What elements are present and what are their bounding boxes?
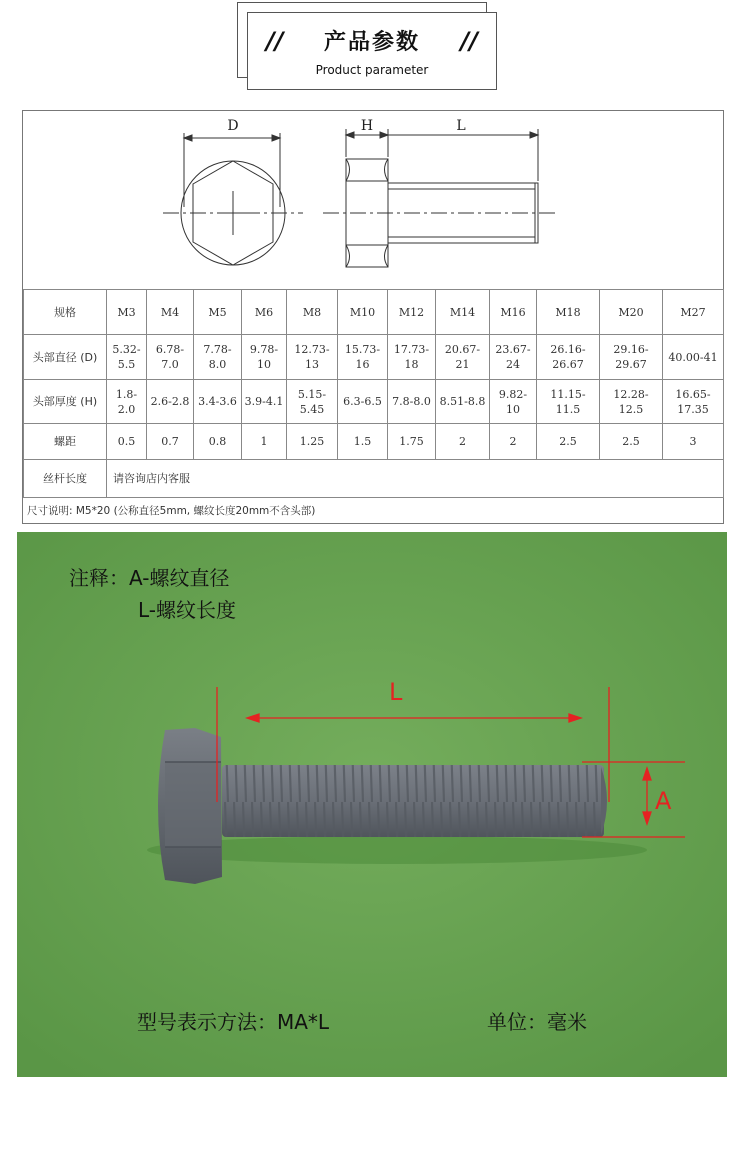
table-row-pitch <box>24 424 724 460</box>
table-cell: 20.67-21 <box>436 335 490 380</box>
table-cell: M16 <box>490 290 537 335</box>
row-label: 规格 <box>24 290 107 335</box>
title-frame <box>247 12 497 90</box>
table-cell: 17.73-18 <box>388 335 436 380</box>
table-cell: 2.6-2.8 <box>147 380 194 424</box>
table-cell: 9.82-10 <box>490 380 537 424</box>
table-cell: 9.78-10 <box>242 335 287 380</box>
table-cell: M14 <box>436 290 490 335</box>
table-cell: 23.67-24 <box>490 335 537 380</box>
table-cell: 1.25 <box>287 424 338 460</box>
table-cell: 3 <box>663 424 724 460</box>
title-slash-right: // <box>460 27 478 55</box>
row-label: 头部直径 (D) <box>24 335 107 380</box>
table-cell: 29.16-29.67 <box>600 335 663 380</box>
row-label: 螺距 <box>24 424 107 460</box>
table-cell: M4 <box>147 290 194 335</box>
table-cell: 40.00-41 <box>663 335 724 380</box>
photo-note-line1: 注释：A-螺纹直径 <box>69 566 230 590</box>
dimension-label-d: D <box>227 118 239 134</box>
page-title: 产品参数 <box>323 30 420 55</box>
table-cell: 7.78-8.0 <box>194 335 242 380</box>
row-label: 丝杆长度 <box>24 460 107 498</box>
photo-label-l: L <box>389 678 403 706</box>
page-subtitle: Product parameter <box>315 63 429 77</box>
table-row-head-diameter <box>24 335 724 380</box>
table-cell: 11.15-11.5 <box>537 380 600 424</box>
table-cell: 8.51-8.8 <box>436 380 490 424</box>
table-cell: 2.5 <box>600 424 663 460</box>
bolt-drawing <box>23 111 723 289</box>
table-cell: 12.73-13 <box>287 335 338 380</box>
bolt-head <box>158 728 222 884</box>
photo-label-a: A <box>655 787 672 815</box>
product-photo <box>17 532 727 1077</box>
model-notation: 型号表示方法：MA*L <box>137 1010 330 1034</box>
table-cell: 5.15-5.45 <box>287 380 338 424</box>
unit-note: 单位：毫米 <box>487 1010 587 1034</box>
table-cell: 0.5 <box>107 424 147 460</box>
table-cell: 0.7 <box>147 424 194 460</box>
table-cell: 6.78-7.0 <box>147 335 194 380</box>
table-cell: 1.5 <box>338 424 388 460</box>
spec-table <box>23 289 724 498</box>
table-cell: 1.75 <box>388 424 436 460</box>
table-cell: M6 <box>242 290 287 335</box>
table-cell: 7.8-8.0 <box>388 380 436 424</box>
table-cell: 2.5 <box>537 424 600 460</box>
length-note: 请咨询店内客服 <box>107 460 724 498</box>
table-cell: M27 <box>663 290 724 335</box>
spec-sheet <box>22 110 724 524</box>
table-cell: M5 <box>194 290 242 335</box>
table-cell: 1.8-2.0 <box>107 380 147 424</box>
row-label: 头部厚度 (H) <box>24 380 107 424</box>
table-cell: 3.9-4.1 <box>242 380 287 424</box>
table-cell: M18 <box>537 290 600 335</box>
table-cell: 3.4-3.6 <box>194 380 242 424</box>
bolt-shank <box>222 765 607 837</box>
table-cell: 2 <box>490 424 537 460</box>
table-cell: 2 <box>436 424 490 460</box>
size-footnote: 尺寸说明: M5*20 (公称直径5mm, 螺纹长度20mm不含头部) <box>23 497 723 523</box>
table-cell: 26.16-26.67 <box>537 335 600 380</box>
table-cell: M10 <box>338 290 388 335</box>
dimension-label-h: H <box>360 118 374 134</box>
table-cell: 1 <box>242 424 287 460</box>
table-cell: 5.32-5.5 <box>107 335 147 380</box>
table-cell: 0.8 <box>194 424 242 460</box>
dimension-label-l: L <box>456 118 466 134</box>
table-cell: 6.3-6.5 <box>338 380 388 424</box>
table-row-head-thickness <box>24 380 724 424</box>
table-cell: 15.73-16 <box>338 335 388 380</box>
photo-note-line2: L-螺纹长度 <box>138 598 237 622</box>
table-cell: M20 <box>600 290 663 335</box>
bolt-photo-illustration <box>17 532 727 1077</box>
table-row-length <box>24 460 724 498</box>
table-cell: 16.65-17.35 <box>663 380 724 424</box>
table-cell: M8 <box>287 290 338 335</box>
table-cell: M12 <box>388 290 436 335</box>
table-row-spec <box>24 290 724 335</box>
table-cell: M3 <box>107 290 147 335</box>
table-cell: 12.28-12.5 <box>600 380 663 424</box>
title-slash-left: // <box>266 27 284 55</box>
